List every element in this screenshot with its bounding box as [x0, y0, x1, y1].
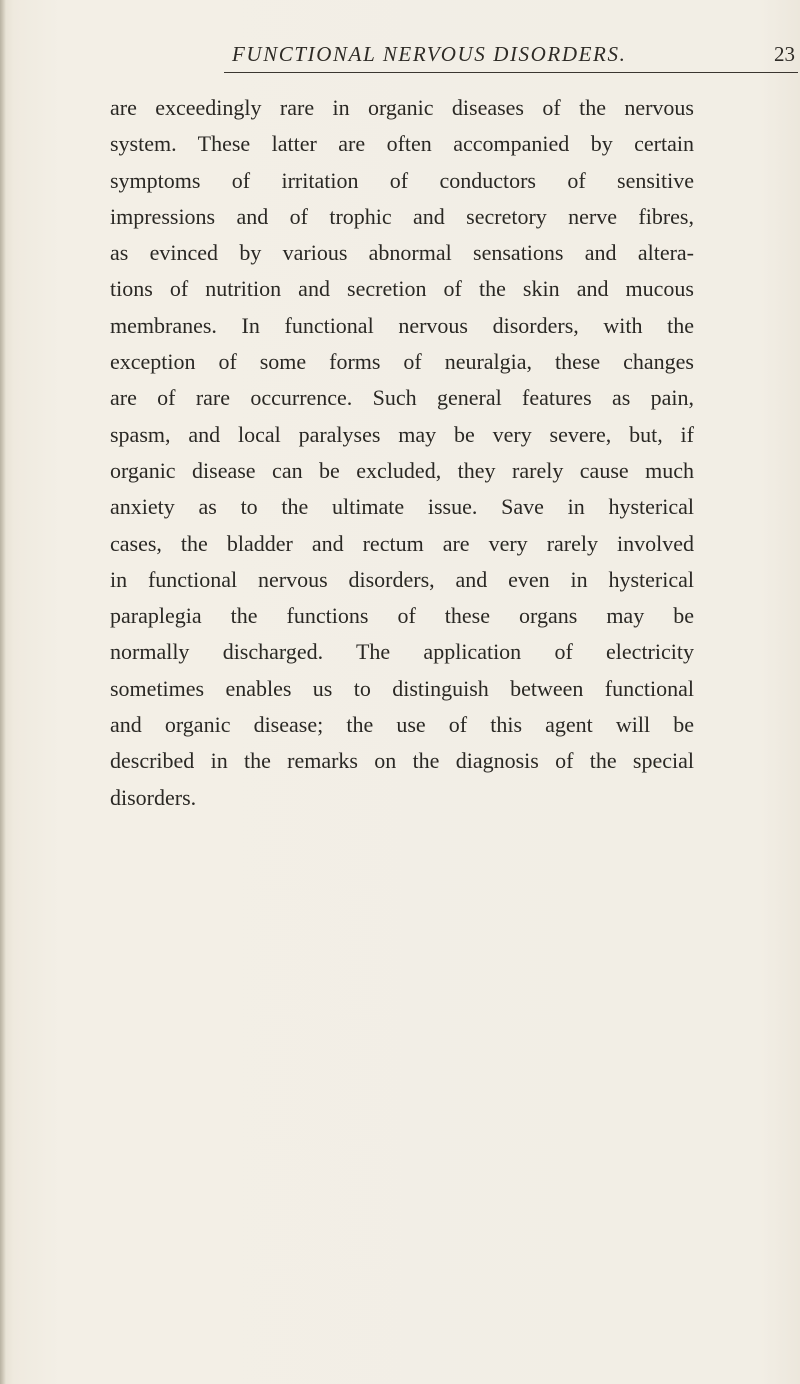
text-line: normally discharged. The application of electricity [110, 639, 694, 665]
text-line: impressions and of trophic and secretory nerve fibres, [110, 203, 694, 229]
header-rule [224, 72, 798, 73]
text-line: system. These latter are often accompanied by certain [110, 131, 694, 157]
page-number: 23 [774, 42, 795, 66]
text-line: as evinced by various abnormal sensations and altera- [110, 240, 694, 266]
text-line: disorders. [110, 784, 197, 810]
text-line: spasm, and local paralyses may be very severe, but, if [110, 421, 694, 447]
running-head-title: FUNCTIONAL NERVOUS DISORDERS. [232, 42, 627, 66]
body-paragraph [110, 90, 800, 816]
text-line: and organic disease; the use of this agent will be [110, 712, 694, 738]
text-line: paraplegia the functions of these organs may be [110, 603, 694, 629]
text-line: sometimes enables us to distinguish between functional [110, 675, 694, 701]
text-line: in functional nervous disorders, and even in hysterical [110, 566, 694, 592]
text-line: anxiety as to the ultimate issue. Save in hysterical [110, 494, 694, 520]
gutter-shadow [0, 0, 6, 1384]
text-line: are exceedingly rare in organic diseases of the nervous [110, 95, 694, 120]
text-line: membranes. In functional nervous disorders, with the [110, 312, 694, 338]
text-line: cases, the bladder and rectum are very rarely involved [110, 530, 694, 556]
text-line: tions of nutrition and secretion of the skin and mucous [110, 276, 694, 302]
text-line: are of rare occurrence. Such general features as pain, [110, 385, 694, 411]
text-line: exception of some forms of neuralgia, these changes [110, 349, 694, 375]
text-line: organic disease can be excluded, they rarely cause much [110, 457, 694, 483]
text-line: described in the remarks on the diagnosis of the special [110, 748, 694, 774]
running-head [232, 42, 795, 68]
text-line: symptoms of irritation of conductors of sensitive [110, 167, 694, 193]
